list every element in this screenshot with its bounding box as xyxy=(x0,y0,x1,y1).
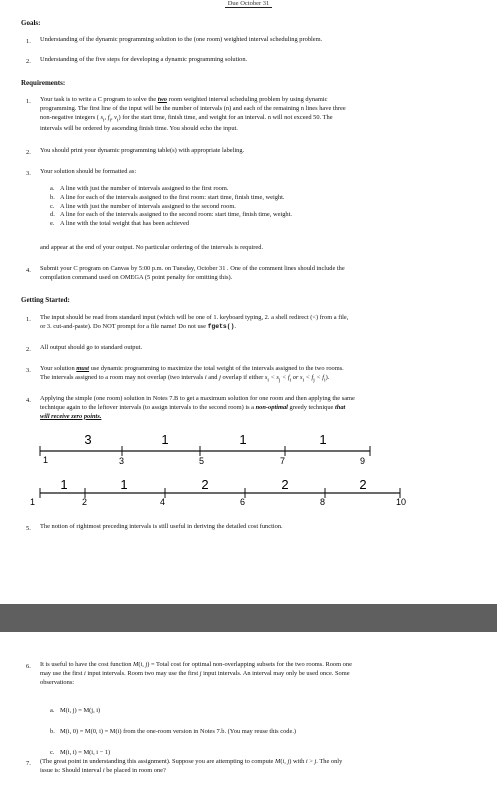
goals-heading: Goals: xyxy=(21,19,41,27)
interval-weight: 1 xyxy=(60,477,68,492)
gs-number-3: 3. xyxy=(26,367,31,374)
list-item: a. M(i, j) = M(j, i) xyxy=(50,707,101,714)
tick-label: 1 xyxy=(30,497,36,507)
tick-label: 4 xyxy=(160,497,166,507)
interval-weight: 2 xyxy=(281,477,289,492)
page-two xyxy=(0,632,497,788)
goal-item-2: Understanding of the five steps for developing a dynamic programming solution. xyxy=(40,56,248,63)
gs-number-5: 5. xyxy=(26,525,31,532)
tick-label: 1 xyxy=(43,455,49,465)
list-item: c. M(i, i) = M(i, i − 1) xyxy=(50,749,111,756)
list-item: c. A line with just the number of intervals assigned to the second room. xyxy=(50,202,236,210)
req-number-1: 1. xyxy=(26,98,31,105)
list-item: a. A line with just the number of intervals assigned to the first room. xyxy=(50,185,229,192)
goal-item-1: Understanding of the dynamic programming solution to the (one room) weighted interval scheduling problem. xyxy=(40,36,323,43)
gs-item-1: The input should be read from standard input (which will be one of 1. keyboard typing, 2. a shell redirect (<) from a file, or 3. cut-and-paste). Do NOT prompt for a file name! Do not use fgets(). xyxy=(40,314,349,330)
due-date-header: Due October 31 xyxy=(0,0,497,7)
goal-number-1: 1. xyxy=(26,38,31,45)
tick-label: 2 xyxy=(82,497,88,507)
interval-weight: 2 xyxy=(359,477,367,492)
interval-diagram xyxy=(0,426,497,516)
interval-weight: 3 xyxy=(84,432,92,447)
requirements-heading: Requirements: xyxy=(21,79,66,87)
gs-item-4: Applying the simple (one room) solution in Notes 7.B to get a maximum solution for one room and then applying the same technique again to the leftover intervals (to assign intervals to the second room) is a non-optimal greedy technique that will receive zero points. xyxy=(40,395,355,420)
p2-item-7: (The great point in understanding this assignment). Suppose you are attempting to compute M(i, j) with i > j. The only issue is: Should interval i be placed in room one? xyxy=(40,758,343,774)
gs-item-3: Your solution must use dynamic programming to maximize the total weight of the intervals assigned to the two rooms. The intervals assigned to a room may not overlap (two intervals i and j overlap if either $s_i < s_j < f_i$ or $s_i < f_j < f_i$). xyxy=(40,365,344,384)
tick-label: 6 xyxy=(240,497,246,507)
gs-item-5: The notion of rightmost preceding intervals is still useful in deriving the detailed cost function. xyxy=(40,523,283,530)
goal-number-2: 2. xyxy=(26,58,31,65)
list-item: e. A line with the total weight that has been achieved xyxy=(50,220,190,228)
gs-item-2: All output should go to standard output. xyxy=(40,344,143,351)
p2-number-7: 7. xyxy=(26,760,31,767)
p2-item-6-list xyxy=(50,700,296,763)
p2-number-6: 6. xyxy=(26,663,31,670)
tick-label: 7 xyxy=(280,456,286,466)
list-item: d. A line for each of the intervals assigned to the second room: start time, finish time, weight. xyxy=(50,211,292,219)
tick-label: 8 xyxy=(320,497,326,507)
list-item: b. M(i, 0) = M(0, i) = M(i) from the one-room version in Notes 7.b. (You may reuse this code.) xyxy=(50,728,297,735)
tick-label: 3 xyxy=(119,456,125,466)
interval-weight: 1 xyxy=(120,477,128,492)
tick-label: 9 xyxy=(360,456,366,466)
req-item-3-after: and appear at the end of your output. No particular ordering of the intervals is required. xyxy=(40,244,264,251)
gs-number-2: 2. xyxy=(26,346,31,353)
req-number-3: 3. xyxy=(26,170,31,177)
tick-label: 10 xyxy=(396,497,407,507)
page-break xyxy=(0,604,497,632)
interval-weight: 1 xyxy=(319,432,327,447)
list-item: b. A line for each of the intervals assigned to the first room: start time, finish time, weight. xyxy=(50,193,285,201)
req-item-3-list xyxy=(50,185,292,229)
p2-item-6: It is useful to have the cost function M(i, j) = Total cost for optimal non-overlapping subsets for the two rooms. Room one may use the first i input intervals. Room two may use the first j input intervals. An interval may only be used once. Some observations: xyxy=(40,661,352,686)
req-item-3-intro: Your solution should be formatted as: xyxy=(40,168,137,175)
req-item-1: Your task is to write a C program to solve the two room weighted interval scheduling problem by using dynamic programming. The first line of the input will be the number of intervals (n) and each of the remaining n lines have three non-negative integers ( $s_i$, $f_i$, $v_i$) for the start time, finish time, and weight for an interval. n will not exceed 50. The intervals will be ordered by ascending finish time. You should echo the input. xyxy=(40,96,346,132)
tick-label: 5 xyxy=(199,456,205,466)
gs-number-1: 1. xyxy=(26,316,31,323)
req-item-2: You should print your dynamic programming table(s) with appropriate labeling. xyxy=(40,147,245,154)
gs-number-4: 4. xyxy=(26,397,31,404)
getting-started-heading: Getting Started: xyxy=(21,296,70,304)
req-number-2: 2. xyxy=(26,149,31,156)
interval-weight: 1 xyxy=(161,432,169,447)
req-number-4: 4. xyxy=(26,267,31,274)
interval-weight: 2 xyxy=(201,477,209,492)
interval-weight: 1 xyxy=(239,432,247,447)
req-item-4: Submit your C program on Canvas by 5:00 p.m. on Tuesday, October 31 . One of the comment lines should include the compilation command used on OMEGA (5 point penalty for omitting this). xyxy=(40,265,345,281)
